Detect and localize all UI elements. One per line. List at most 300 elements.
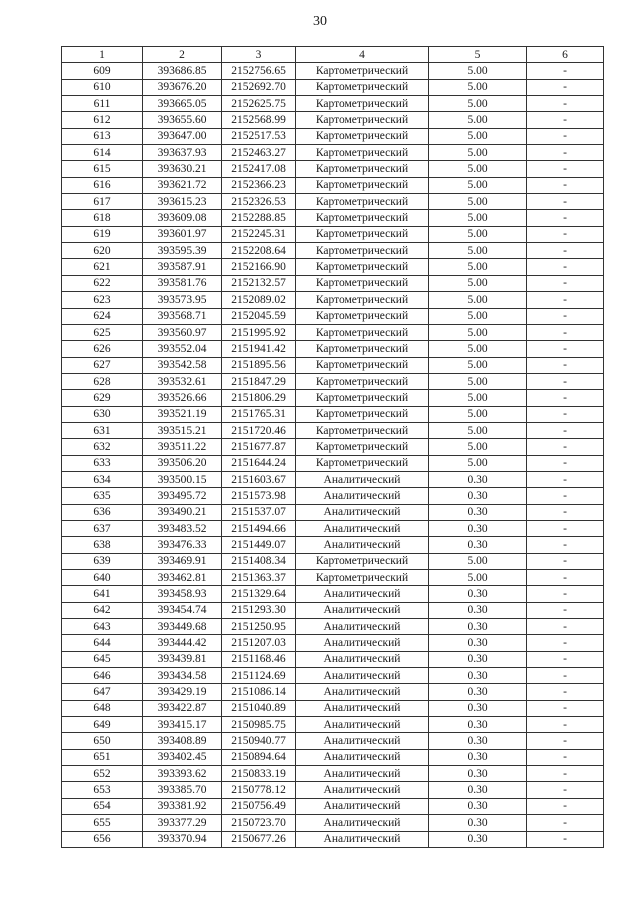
table-row	[62, 668, 604, 684]
cell-method: Аналитический	[296, 782, 429, 798]
cell-note: -	[527, 586, 604, 602]
cell-coordinate-y: 2150833.19	[222, 766, 296, 782]
cell-point-number: 639	[62, 553, 143, 569]
cell-note: -	[527, 390, 604, 406]
table-row	[62, 586, 604, 602]
cell-coordinate-y: 2151537.07	[222, 504, 296, 520]
table-row	[62, 390, 604, 406]
cell-method: Картометрический	[296, 422, 429, 438]
table-header	[62, 47, 604, 63]
table-row	[62, 194, 604, 210]
cell-accuracy: 5.00	[429, 177, 527, 193]
cell-method: Картометрический	[296, 553, 429, 569]
cell-accuracy: 0.30	[429, 520, 527, 536]
cell-coordinate-y: 2152417.08	[222, 161, 296, 177]
table-row	[62, 112, 604, 128]
cell-point-number: 615	[62, 161, 143, 177]
cell-accuracy: 0.30	[429, 471, 527, 487]
table-row	[62, 96, 604, 112]
cell-coordinate-y: 2152245.31	[222, 226, 296, 242]
cell-coordinate-y: 2151168.46	[222, 651, 296, 667]
cell-coordinate-x: 393552.04	[143, 341, 222, 357]
cell-accuracy: 5.00	[429, 439, 527, 455]
cell-coordinate-y: 2151250.95	[222, 619, 296, 635]
table-row	[62, 422, 604, 438]
table-body	[62, 63, 604, 848]
cell-accuracy: 5.00	[429, 292, 527, 308]
cell-method: Картометрический	[296, 455, 429, 471]
cell-note: -	[527, 619, 604, 635]
cell-coordinate-x: 393647.00	[143, 128, 222, 144]
cell-method: Аналитический	[296, 635, 429, 651]
table-row	[62, 700, 604, 716]
cell-coordinate-x: 393370.94	[143, 831, 222, 847]
table-row	[62, 520, 604, 536]
cell-accuracy: 5.00	[429, 194, 527, 210]
cell-coordinate-y: 2152132.57	[222, 275, 296, 291]
cell-coordinate-x: 393449.68	[143, 619, 222, 635]
cell-coordinate-x: 393483.52	[143, 520, 222, 536]
cell-accuracy: 5.00	[429, 275, 527, 291]
cell-coordinate-y: 2150894.64	[222, 749, 296, 765]
table-row	[62, 455, 604, 471]
cell-coordinate-y: 2151995.92	[222, 324, 296, 340]
table-row	[62, 570, 604, 586]
cell-note: -	[527, 259, 604, 275]
cell-coordinate-x: 393454.74	[143, 602, 222, 618]
cell-method: Картометрический	[296, 570, 429, 586]
cell-point-number: 645	[62, 651, 143, 667]
cell-coordinate-x: 393458.93	[143, 586, 222, 602]
cell-note: -	[527, 766, 604, 782]
cell-note: -	[527, 570, 604, 586]
cell-point-number: 630	[62, 406, 143, 422]
cell-coordinate-y: 2151765.31	[222, 406, 296, 422]
cell-accuracy: 0.30	[429, 766, 527, 782]
table-row	[62, 749, 604, 765]
cell-coordinate-x: 393511.22	[143, 439, 222, 455]
cell-method: Картометрический	[296, 112, 429, 128]
cell-method: Картометрический	[296, 406, 429, 422]
cell-coordinate-x: 393469.91	[143, 553, 222, 569]
cell-coordinate-y: 2151040.89	[222, 700, 296, 716]
cell-accuracy: 5.00	[429, 341, 527, 357]
cell-accuracy: 5.00	[429, 324, 527, 340]
cell-accuracy: 0.30	[429, 586, 527, 602]
cell-method: Картометрический	[296, 439, 429, 455]
cell-accuracy: 0.30	[429, 619, 527, 635]
cell-note: -	[527, 177, 604, 193]
cell-point-number: 651	[62, 749, 143, 765]
cell-method: Аналитический	[296, 651, 429, 667]
cell-coordinate-x: 393568.71	[143, 308, 222, 324]
header-cell-3: 3	[222, 47, 296, 63]
cell-coordinate-y: 2151086.14	[222, 684, 296, 700]
cell-coordinate-x: 393637.93	[143, 145, 222, 161]
table-row	[62, 373, 604, 389]
cell-coordinate-y: 2150940.77	[222, 733, 296, 749]
cell-coordinate-y: 2150778.12	[222, 782, 296, 798]
cell-coordinate-y: 2151293.30	[222, 602, 296, 618]
cell-point-number: 626	[62, 341, 143, 357]
cell-point-number: 625	[62, 324, 143, 340]
cell-accuracy: 5.00	[429, 308, 527, 324]
cell-note: -	[527, 210, 604, 226]
cell-point-number: 622	[62, 275, 143, 291]
table-row	[62, 275, 604, 291]
cell-note: -	[527, 96, 604, 112]
cell-accuracy: 5.00	[429, 259, 527, 275]
cell-point-number: 637	[62, 520, 143, 536]
cell-point-number: 627	[62, 357, 143, 373]
cell-coordinate-x: 393429.19	[143, 684, 222, 700]
table-row	[62, 471, 604, 487]
cell-point-number: 649	[62, 717, 143, 733]
cell-coordinate-y: 2152208.64	[222, 243, 296, 259]
cell-accuracy: 5.00	[429, 112, 527, 128]
cell-method: Картометрический	[296, 210, 429, 226]
cell-point-number: 642	[62, 602, 143, 618]
cell-note: -	[527, 635, 604, 651]
cell-note: -	[527, 324, 604, 340]
cell-note: -	[527, 63, 604, 79]
cell-point-number: 652	[62, 766, 143, 782]
table-row	[62, 324, 604, 340]
header-cell-5: 5	[429, 47, 527, 63]
cell-note: -	[527, 749, 604, 765]
cell-note: -	[527, 504, 604, 520]
table-row	[62, 635, 604, 651]
cell-point-number: 650	[62, 733, 143, 749]
cell-coordinate-y: 2150723.70	[222, 815, 296, 831]
table-row	[62, 766, 604, 782]
cell-point-number: 611	[62, 96, 143, 112]
cell-accuracy: 5.00	[429, 357, 527, 373]
cell-coordinate-y: 2152463.27	[222, 145, 296, 161]
cell-note: -	[527, 275, 604, 291]
cell-coordinate-x: 393655.60	[143, 112, 222, 128]
cell-note: -	[527, 700, 604, 716]
cell-coordinate-x: 393476.33	[143, 537, 222, 553]
cell-point-number: 633	[62, 455, 143, 471]
cell-point-number: 632	[62, 439, 143, 455]
cell-coordinate-x: 393434.58	[143, 668, 222, 684]
cell-point-number: 640	[62, 570, 143, 586]
table-row	[62, 145, 604, 161]
cell-point-number: 623	[62, 292, 143, 308]
cell-accuracy: 5.00	[429, 570, 527, 586]
cell-point-number: 641	[62, 586, 143, 602]
cell-method: Картометрический	[296, 226, 429, 242]
table-row	[62, 259, 604, 275]
cell-method: Картометрический	[296, 390, 429, 406]
cell-note: -	[527, 602, 604, 618]
cell-method: Картометрический	[296, 292, 429, 308]
cell-accuracy: 0.30	[429, 635, 527, 651]
cell-point-number: 628	[62, 373, 143, 389]
cell-coordinate-y: 2152089.02	[222, 292, 296, 308]
cell-accuracy: 5.00	[429, 390, 527, 406]
cell-method: Аналитический	[296, 471, 429, 487]
cell-point-number: 616	[62, 177, 143, 193]
cell-coordinate-y: 2150677.26	[222, 831, 296, 847]
cell-point-number: 635	[62, 488, 143, 504]
cell-coordinate-x: 393521.19	[143, 406, 222, 422]
cell-method: Аналитический	[296, 602, 429, 618]
cell-point-number: 613	[62, 128, 143, 144]
cell-note: -	[527, 668, 604, 684]
cell-point-number: 617	[62, 194, 143, 210]
cell-note: -	[527, 684, 604, 700]
cell-coordinate-x: 393560.97	[143, 324, 222, 340]
cell-accuracy: 0.30	[429, 602, 527, 618]
cell-accuracy: 5.00	[429, 226, 527, 242]
cell-coordinate-x: 393506.20	[143, 455, 222, 471]
cell-method: Аналитический	[296, 700, 429, 716]
cell-note: -	[527, 831, 604, 847]
cell-method: Аналитический	[296, 537, 429, 553]
cell-coordinate-x: 393462.81	[143, 570, 222, 586]
cell-method: Картометрический	[296, 161, 429, 177]
cell-coordinate-y: 2151941.42	[222, 341, 296, 357]
cell-accuracy: 5.00	[429, 422, 527, 438]
table-row	[62, 602, 604, 618]
cell-accuracy: 0.30	[429, 815, 527, 831]
cell-note: -	[527, 406, 604, 422]
cell-method: Аналитический	[296, 798, 429, 814]
page-number: 30	[313, 14, 327, 29]
cell-note: -	[527, 161, 604, 177]
cell-method: Картометрический	[296, 63, 429, 79]
cell-coordinate-x: 393686.85	[143, 63, 222, 79]
cell-coordinate-y: 2150985.75	[222, 717, 296, 733]
cell-point-number: 610	[62, 79, 143, 95]
cell-accuracy: 0.30	[429, 684, 527, 700]
cell-note: -	[527, 145, 604, 161]
cell-coordinate-y: 2151677.87	[222, 439, 296, 455]
cell-coordinate-x: 393408.89	[143, 733, 222, 749]
table-row	[62, 128, 604, 144]
cell-coordinate-x: 393542.58	[143, 357, 222, 373]
table-row	[62, 177, 604, 193]
cell-accuracy: 0.30	[429, 488, 527, 504]
cell-coordinate-x: 393587.91	[143, 259, 222, 275]
table-row	[62, 63, 604, 79]
cell-coordinate-y: 2151449.07	[222, 537, 296, 553]
cell-accuracy: 5.00	[429, 553, 527, 569]
cell-note: -	[527, 651, 604, 667]
cell-method: Аналитический	[296, 749, 429, 765]
cell-method: Картометрический	[296, 357, 429, 373]
cell-note: -	[527, 79, 604, 95]
cell-accuracy: 0.30	[429, 668, 527, 684]
cell-point-number: 656	[62, 831, 143, 847]
cell-method: Картометрический	[296, 243, 429, 259]
cell-coordinate-x: 393495.72	[143, 488, 222, 504]
cell-coordinate-y: 2151847.29	[222, 373, 296, 389]
table-row	[62, 733, 604, 749]
table-row	[62, 815, 604, 831]
cell-coordinate-y: 2151720.46	[222, 422, 296, 438]
cell-point-number: 644	[62, 635, 143, 651]
cell-coordinate-y: 2151895.56	[222, 357, 296, 373]
cell-accuracy: 5.00	[429, 455, 527, 471]
cell-method: Аналитический	[296, 831, 429, 847]
cell-note: -	[527, 439, 604, 455]
cell-coordinate-y: 2151329.64	[222, 586, 296, 602]
cell-accuracy: 0.30	[429, 717, 527, 733]
cell-method: Картометрический	[296, 308, 429, 324]
cell-coordinate-y: 2152517.53	[222, 128, 296, 144]
table-row	[62, 357, 604, 373]
cell-coordinate-x: 393515.21	[143, 422, 222, 438]
table-row	[62, 341, 604, 357]
cell-coordinate-y: 2151494.66	[222, 520, 296, 536]
cell-coordinate-y: 2152045.59	[222, 308, 296, 324]
cell-point-number: 648	[62, 700, 143, 716]
cell-method: Картометрический	[296, 177, 429, 193]
cell-accuracy: 0.30	[429, 733, 527, 749]
cell-accuracy: 5.00	[429, 406, 527, 422]
cell-coordinate-x: 393490.21	[143, 504, 222, 520]
cell-note: -	[527, 782, 604, 798]
cell-point-number: 629	[62, 390, 143, 406]
table-row	[62, 439, 604, 455]
coordinates-table	[61, 46, 604, 848]
cell-accuracy: 5.00	[429, 161, 527, 177]
cell-coordinate-y: 2152326.53	[222, 194, 296, 210]
cell-method: Аналитический	[296, 766, 429, 782]
cell-accuracy: 0.30	[429, 782, 527, 798]
cell-point-number: 609	[62, 63, 143, 79]
cell-method: Картометрический	[296, 259, 429, 275]
cell-coordinate-y: 2152625.75	[222, 96, 296, 112]
table-row	[62, 651, 604, 667]
header-cell-6: 6	[527, 47, 604, 63]
cell-coordinate-x: 393615.23	[143, 194, 222, 210]
table-row	[62, 504, 604, 520]
cell-point-number: 620	[62, 243, 143, 259]
table-row	[62, 798, 604, 814]
cell-coordinate-x: 393665.05	[143, 96, 222, 112]
cell-accuracy: 5.00	[429, 145, 527, 161]
cell-method: Картометрический	[296, 79, 429, 95]
table-row	[62, 210, 604, 226]
cell-point-number: 655	[62, 815, 143, 831]
cell-point-number: 624	[62, 308, 143, 324]
table-row	[62, 619, 604, 635]
cell-point-number: 621	[62, 259, 143, 275]
cell-method: Аналитический	[296, 815, 429, 831]
header-row	[62, 47, 604, 63]
cell-point-number: 638	[62, 537, 143, 553]
cell-method: Картометрический	[296, 96, 429, 112]
cell-accuracy: 0.30	[429, 700, 527, 716]
cell-coordinate-y: 2152568.99	[222, 112, 296, 128]
cell-note: -	[527, 717, 604, 733]
table-row	[62, 488, 604, 504]
cell-note: -	[527, 194, 604, 210]
cell-method: Аналитический	[296, 619, 429, 635]
cell-note: -	[527, 798, 604, 814]
cell-coordinate-y: 2151573.98	[222, 488, 296, 504]
cell-accuracy: 5.00	[429, 128, 527, 144]
table-row	[62, 308, 604, 324]
table-row	[62, 226, 604, 242]
cell-coordinate-y: 2150756.49	[222, 798, 296, 814]
header-cell-1: 1	[62, 47, 143, 63]
header-cell-2: 2	[143, 47, 222, 63]
cell-coordinate-x: 393393.62	[143, 766, 222, 782]
table-row	[62, 717, 604, 733]
cell-coordinate-x: 393601.97	[143, 226, 222, 242]
cell-point-number: 647	[62, 684, 143, 700]
cell-point-number: 619	[62, 226, 143, 242]
cell-accuracy: 5.00	[429, 96, 527, 112]
cell-method: Аналитический	[296, 668, 429, 684]
cell-accuracy: 0.30	[429, 798, 527, 814]
cell-note: -	[527, 373, 604, 389]
cell-note: -	[527, 128, 604, 144]
cell-note: -	[527, 520, 604, 536]
cell-accuracy: 5.00	[429, 210, 527, 226]
cell-coordinate-x: 393415.17	[143, 717, 222, 733]
cell-coordinate-x: 393676.20	[143, 79, 222, 95]
table-row	[62, 406, 604, 422]
cell-coordinate-x: 393532.61	[143, 373, 222, 389]
cell-coordinate-x: 393377.29	[143, 815, 222, 831]
table-row	[62, 537, 604, 553]
cell-coordinate-x: 393422.87	[143, 700, 222, 716]
cell-note: -	[527, 226, 604, 242]
cell-coordinate-x: 393385.70	[143, 782, 222, 798]
cell-point-number: 614	[62, 145, 143, 161]
cell-note: -	[527, 537, 604, 553]
cell-method: Аналитический	[296, 684, 429, 700]
cell-point-number: 643	[62, 619, 143, 635]
cell-accuracy: 5.00	[429, 63, 527, 79]
cell-note: -	[527, 553, 604, 569]
cell-method: Картометрический	[296, 324, 429, 340]
cell-accuracy: 0.30	[429, 651, 527, 667]
table-row	[62, 79, 604, 95]
cell-note: -	[527, 733, 604, 749]
cell-accuracy: 0.30	[429, 749, 527, 765]
cell-coordinate-y: 2151644.24	[222, 455, 296, 471]
cell-coordinate-y: 2151806.29	[222, 390, 296, 406]
cell-note: -	[527, 422, 604, 438]
cell-coordinate-x: 393581.76	[143, 275, 222, 291]
cell-coordinate-x: 393444.42	[143, 635, 222, 651]
cell-method: Аналитический	[296, 504, 429, 520]
cell-coordinate-y: 2151408.34	[222, 553, 296, 569]
table-row	[62, 782, 604, 798]
cell-coordinate-x: 393439.81	[143, 651, 222, 667]
table-row	[62, 292, 604, 308]
cell-point-number: 653	[62, 782, 143, 798]
cell-point-number: 646	[62, 668, 143, 684]
cell-coordinate-y: 2152756.65	[222, 63, 296, 79]
cell-accuracy: 0.30	[429, 504, 527, 520]
cell-coordinate-y: 2152366.23	[222, 177, 296, 193]
cell-note: -	[527, 308, 604, 324]
cell-note: -	[527, 488, 604, 504]
cell-coordinate-y: 2151124.69	[222, 668, 296, 684]
cell-coordinate-y: 2151207.03	[222, 635, 296, 651]
cell-coordinate-y: 2152288.85	[222, 210, 296, 226]
cell-method: Картометрический	[296, 275, 429, 291]
cell-method: Картометрический	[296, 194, 429, 210]
